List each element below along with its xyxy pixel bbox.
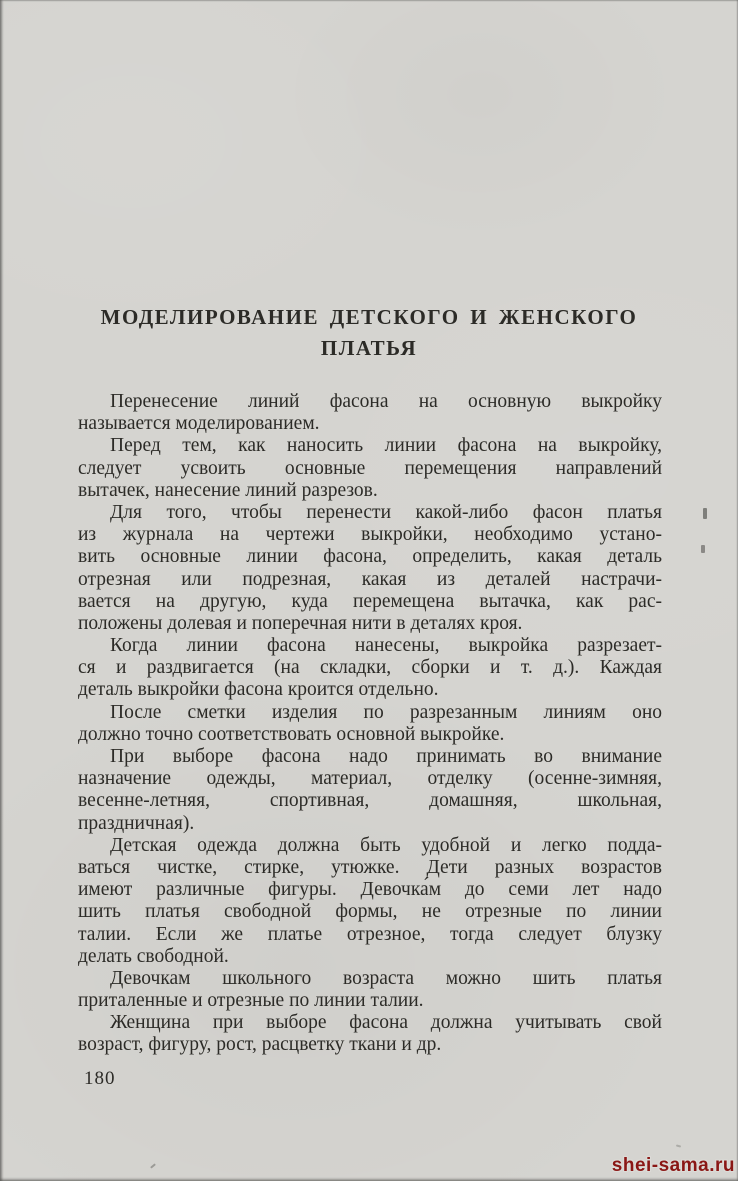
body-text bbox=[78, 391, 662, 1057]
text-line: ваться чистке, стирке, утюжке. Дети разных возрастов bbox=[78, 856, 662, 878]
text-line: положены долевая и поперечная нити в деталях кроя. bbox=[78, 612, 523, 634]
watermark: shei-sama.ru bbox=[611, 1155, 735, 1176]
paragraph bbox=[78, 435, 662, 502]
page-number: 180 bbox=[84, 1068, 116, 1089]
text-line: шить платья свободной формы, не отрезные по линии bbox=[78, 901, 662, 923]
paragraph bbox=[78, 702, 662, 746]
text-line: должно точно соответствовать основной выкройке. bbox=[78, 723, 505, 745]
scan-artifact bbox=[701, 545, 705, 553]
paragraph bbox=[78, 835, 662, 968]
text-line: Детская одежда должна быть удобной и легко подда- bbox=[110, 834, 662, 856]
text-line: имеют различные фигуры. Девочка́м до семи лет надо bbox=[78, 879, 662, 901]
text-line: делать свободной. bbox=[78, 945, 229, 967]
paragraph bbox=[78, 968, 662, 1012]
text-line: следует усвоить основные перемещения направлений bbox=[78, 457, 662, 479]
scan-artifact bbox=[676, 1144, 681, 1147]
text-line: Для того, чтобы перенести какой-либо фасон платья bbox=[110, 501, 662, 523]
paragraph bbox=[78, 635, 662, 702]
text-line: назначение одежды, материал, отделку (осенне-зимняя, bbox=[78, 768, 662, 790]
text-line: праздничная). bbox=[78, 812, 195, 834]
page-title-line-2: ПЛАТЬЯ bbox=[320, 336, 418, 360]
text-line: Девочкам школьного возраста можно шить платья bbox=[110, 967, 662, 989]
text-line: из журнала на чертежи выкройки, необходимо устано- bbox=[78, 524, 662, 546]
paragraph bbox=[78, 502, 662, 635]
paragraph bbox=[78, 391, 662, 435]
text-line: Перед тем, как наносить линии фасона на выкройку, bbox=[110, 435, 662, 457]
text-line: При выборе фасона надо принимать во внимание bbox=[110, 746, 662, 767]
text-line: вается на другую, куда перемещена вытачка, как рас- bbox=[78, 590, 662, 612]
text-line: После сметки изделия по разрезанным линиям оно bbox=[110, 701, 662, 723]
text-line: отрезная или подрезная, какая из деталей настрачи- bbox=[78, 568, 662, 590]
text-line: Когда линии фасона нанесены, выкройка разрезает- bbox=[110, 635, 662, 657]
scan-artifact bbox=[703, 508, 707, 519]
text-line: Женщина при выборе фасона должна учитывать свой bbox=[110, 1012, 662, 1034]
page-title-line-1: МОДЕЛИРОВАНИЕ ДЕТСКОГО И ЖЕНСКОГО bbox=[100, 305, 638, 329]
text-line: весенне-летняя, спортивная, домашняя, школьная, bbox=[78, 790, 662, 812]
text-line: ся и раздвигается (на складки, сборки и т. д.). Каждая bbox=[78, 657, 662, 679]
text-line: вить основные линии фасона, определить, какая деталь bbox=[78, 546, 662, 568]
text-line: деталь выкройки фасона кроится отдельно. bbox=[78, 679, 439, 701]
paragraph bbox=[78, 746, 662, 835]
text-line: талии. Если же платье отрезное, тогда следует блузку bbox=[78, 923, 662, 945]
text-line: Перенесение линий фасона на основную выкройку bbox=[110, 391, 662, 412]
text-line: вытачек, нанесение линий разрезов. bbox=[78, 479, 378, 501]
scan-artifact bbox=[150, 1163, 156, 1168]
text-line: возраст, фигуру, рост, расцветку ткани и др. bbox=[78, 1034, 442, 1056]
text-line: приталенные и отрезные по линии талии. bbox=[78, 990, 424, 1012]
text-line: называется моделированием. bbox=[78, 413, 320, 435]
paragraph bbox=[78, 1012, 662, 1056]
page-title bbox=[77, 302, 661, 364]
